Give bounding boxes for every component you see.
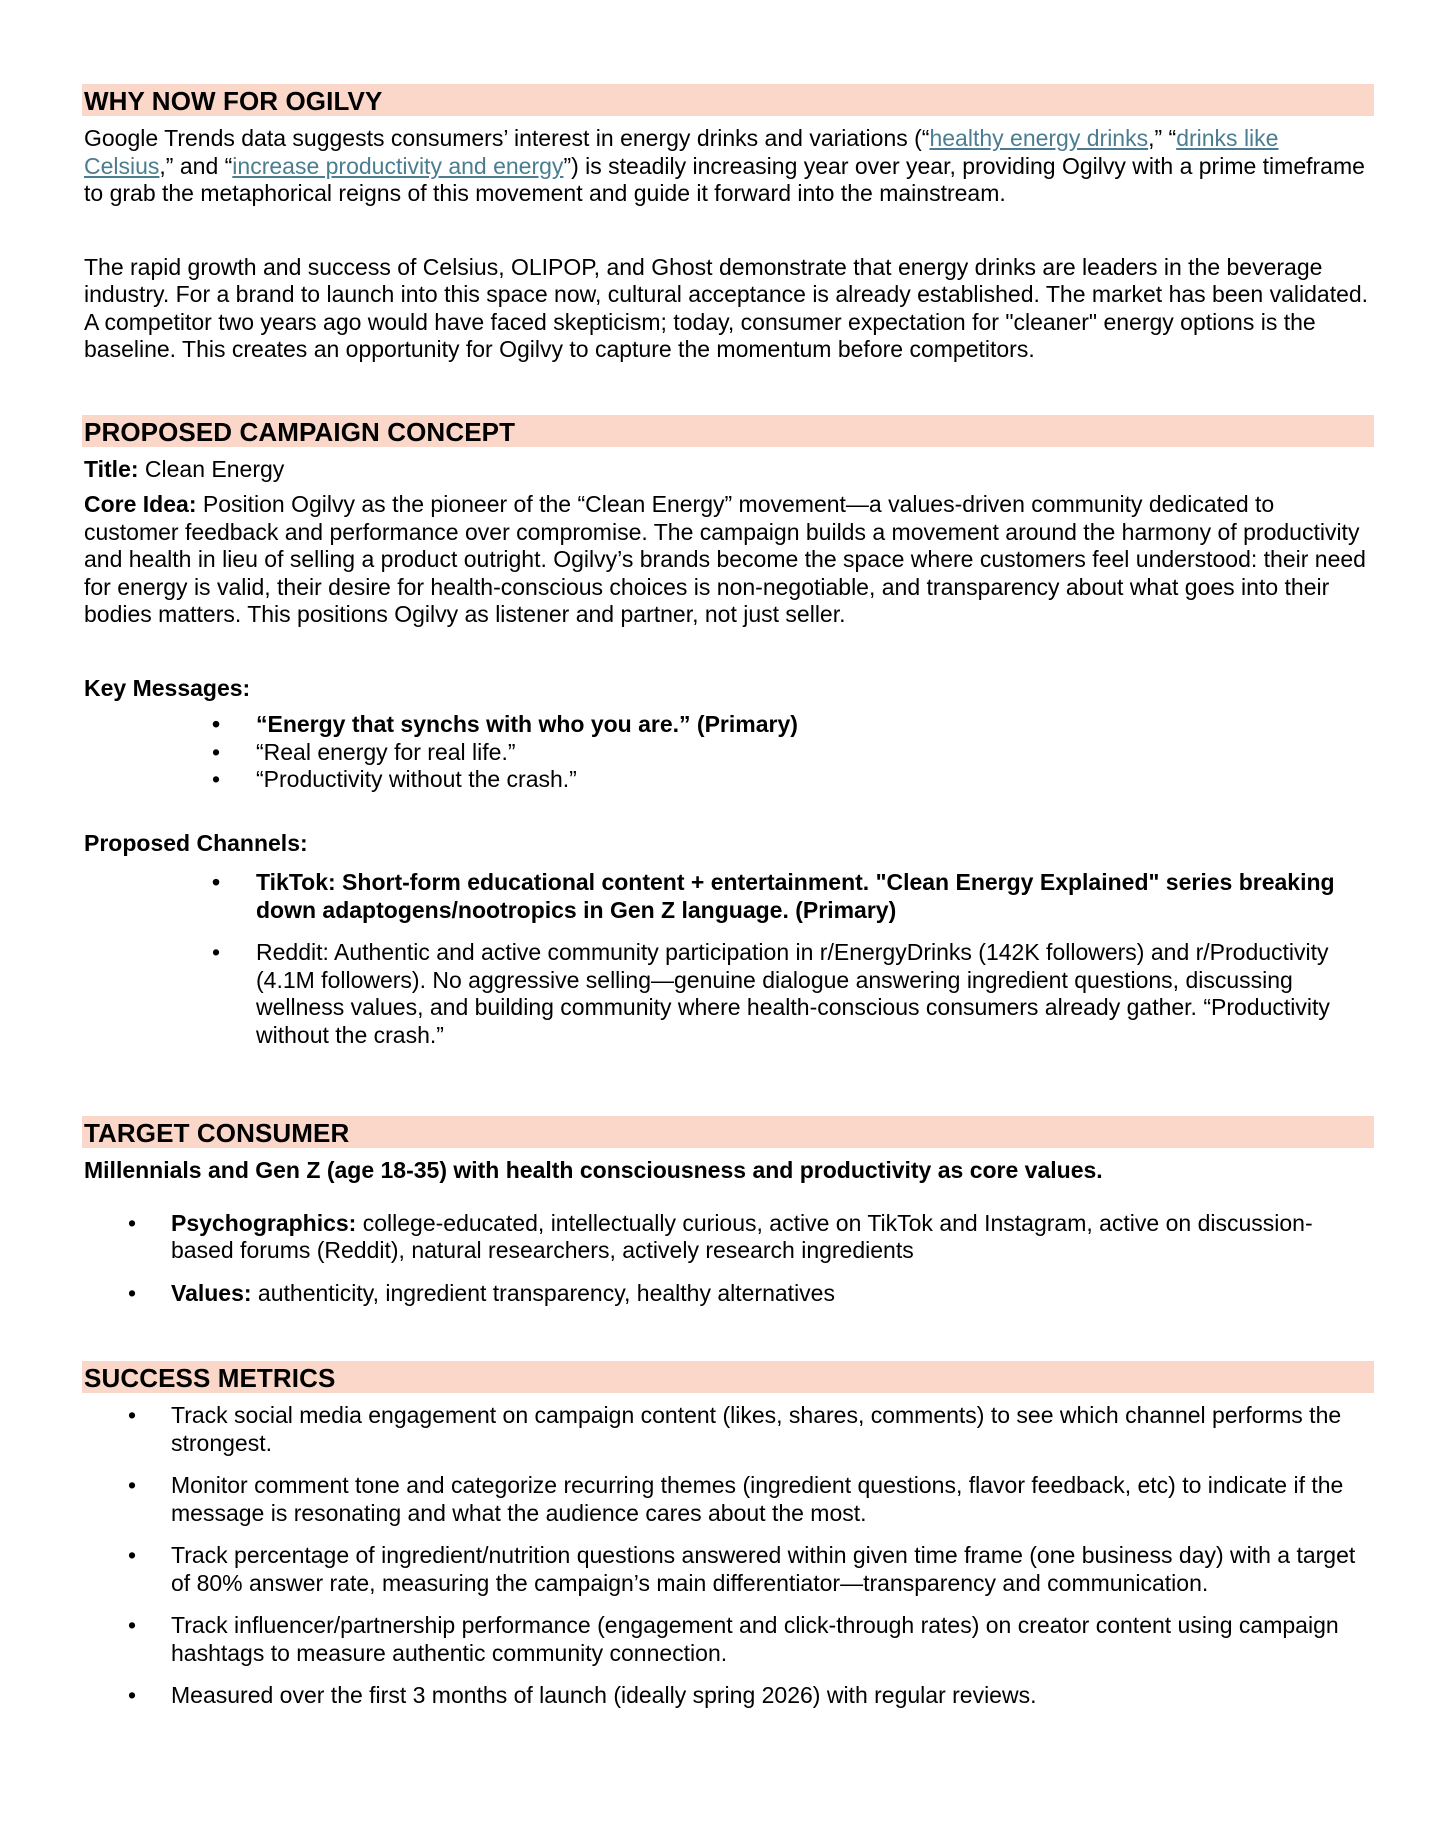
list-item [84,939,1372,1049]
metric-text: Track influencer/partnership performance (engagement and click-through rates) on creator content using campaign hashtags to measure authentic community connection. [171,1612,1339,1666]
metric-text: Track percentage of ingredient/nutrition questions answered within given time frame (one business day) with a target of 80% answer rate, measuring the campaign’s main differentiator—transparency and communication. [171,1542,1356,1596]
list-item [84,739,1372,767]
list-item [84,869,1372,924]
why-now-paragraph-2: The rapid growth and success of Celsius, OLIPOP, and Ghost demonstrate that energy drinks are leaders in the beverage industry. For a brand to launch into this space now, cultural acceptance is already established. The market has been validated. A competitor two years ago would have faced skepticism; today, consumer expectation for "cleaner" energy options is the baseline. This creates an opportunity for Ogilvy to capture the momentum before competitors. [84,253,1369,362]
campaign-core-idea [84,491,1372,629]
metric-text: Measured over the first 3 months of launch (ideally spring 2026) with regular reviews. [171,1682,1037,1708]
list-item [84,1280,1372,1308]
list-item [84,1210,1372,1265]
bullet-icon: • [128,1682,137,1708]
key-message-text: “Energy that synchs with who you are.” (Primary) [256,711,798,737]
text-span: ”) is steadily increasing year over year, providing Ogilvy with a prime timeframe to grab the metaphorical reigns of this movement and guide it forward into the mainstream. [84,152,1365,206]
bullet-icon: • [128,1612,137,1638]
list-item [84,1542,1372,1597]
bullet-icon: • [212,711,221,737]
campaign-title-value: Clean Energy [138,455,285,482]
list-item [84,1612,1372,1667]
bullet-icon: • [128,1472,137,1498]
key-message-text: “Real energy for real life.” [256,738,516,765]
bullet-icon: • [128,1209,137,1236]
section-heading-why-now: WHY NOW FOR OGILVY [82,84,1374,116]
section-heading-metrics: SUCCESS METRICS [82,1361,1374,1393]
text-span: Google Trends data suggests consumers’ interest in energy drinks and variations (“ [84,125,930,151]
list-item [84,1472,1372,1527]
values-label: Values: [171,1279,252,1306]
bullet-icon: • [212,738,221,765]
text-span: ,” “ [1148,125,1177,151]
target-summary: Millennials and Gen Z (age 18-35) with health consciousness and productivity as core values. [84,1157,1103,1183]
channels-label: Proposed Channels: [84,829,308,856]
document-page [84,84,1372,1710]
campaign-title-label: Title: [84,455,139,482]
psychographics-text: college-educated, intellectually curious, active on TikTok and Instagram, active on discussion-based forums (Reddit), natural researchers, actively research ingredients [171,1209,1313,1263]
link-healthy-energy-drinks[interactable]: healthy energy drinks [929,125,1149,151]
link-increase-productivity[interactable]: increase productivity and energy [232,152,564,179]
key-messages-label: Key Messages: [84,674,251,701]
bullet-icon: • [128,1542,137,1568]
list-item [84,1402,1372,1457]
core-idea-label: Core Idea: [84,491,197,517]
values-text: authenticity, ingredient transparency, healthy alternatives [251,1279,835,1306]
bullet-icon: • [212,766,221,792]
link-drinks-like-celsius[interactable]: drinks like Celsius [84,125,1279,179]
bullet-icon: • [128,1279,137,1306]
metric-text: Monitor comment tone and categorize recurring themes (ingredient questions, flavor feedback, etc) to indicate if the message is resonating and what the audience cares about the most. [171,1472,1344,1526]
section-heading-target: TARGET CONSUMER [82,1116,1374,1148]
list-item [84,766,1372,794]
bullet-icon: • [212,869,221,895]
metric-text: Track social media engagement on campaign content (likes, shares, comments) to see which channel performs the strongest. [171,1402,1342,1456]
key-messages-list [84,711,1372,794]
psychographics-label: Psychographics: [171,1209,357,1236]
bullet-icon: • [128,1402,137,1428]
why-now-paragraph-1 [84,125,1372,208]
list-item [84,711,1372,739]
channel-text: TikTok: Short-form educational content + entertainment. "Clean Energy Explained" series breaking down adaptogens/nootropics in Gen Z language. (Primary) [256,869,1335,923]
text-span: ,” and “ [159,152,233,179]
bullet-icon: • [212,939,221,965]
section-heading-campaign: PROPOSED CAMPAIGN CONCEPT [82,415,1374,447]
target-list [84,1210,1372,1308]
campaign-title-line [84,456,1372,484]
core-idea-text: Position Ogilvy as the pioneer of the “Clean Energy” movement—a values-driven community dedicated to customer feedback and performance over compromise. The campaign builds a movement around the harmony of productivity and health in lieu of selling a product outright. Ogilvy’s brands become the space where customers feel understood: their need for energy is valid, their desire for health-conscious choices is non-negotiable, and transparency about what goes into their bodies matters. This positions Ogilvy as listener and partner, not just seller. [84,491,1366,627]
channel-text: Reddit: Authentic and active community participation in r/EnergyDrinks (142K followers) and r/Productivity (4.1M followers). No aggressive selling—genuine dialogue answering ingredient questions, discussing wellness values, and building community where health-conscious consumers already gather. “Productivity without the crash.” [256,939,1330,1048]
metrics-list [84,1402,1372,1710]
channels-list [84,869,1372,1049]
list-item [84,1682,1372,1710]
key-message-text: “Productivity without the crash.” [256,766,577,792]
